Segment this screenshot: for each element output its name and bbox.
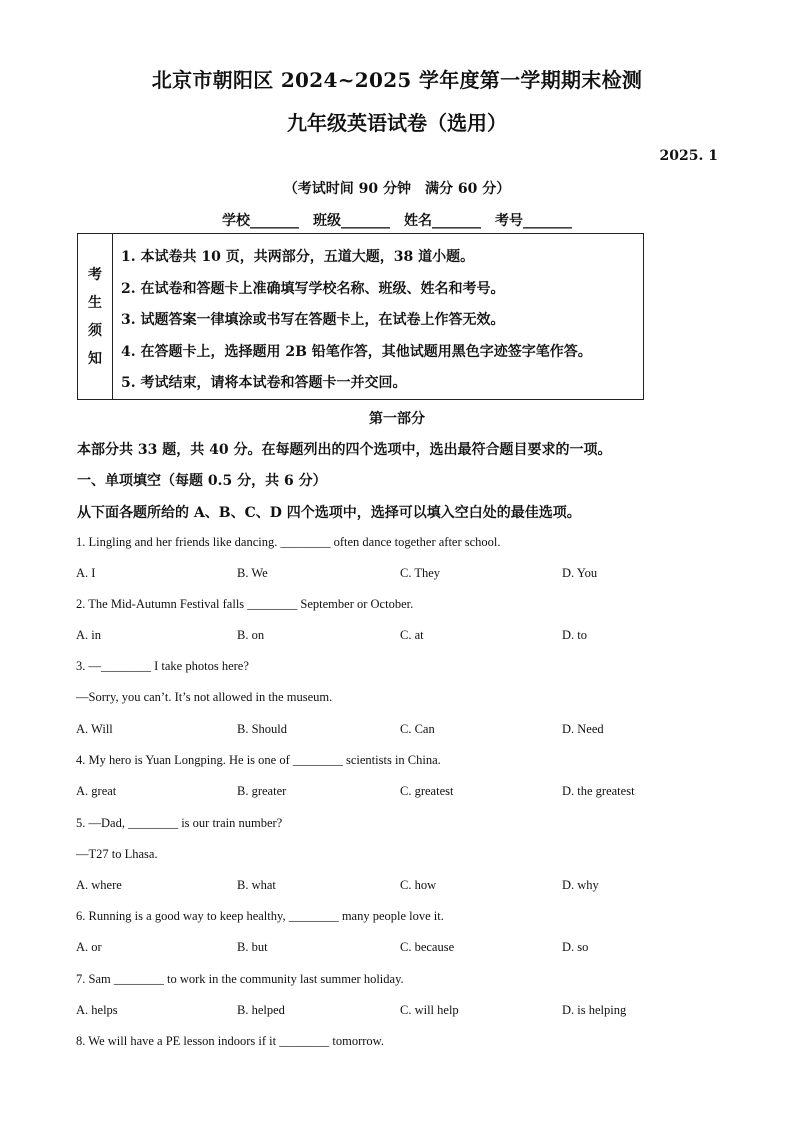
section-instruction: 从下面各题所给的 A、B、C、D 四个选项中，选择可以填入空白处的最佳选项。 (77, 505, 581, 521)
option-a: A. great (76, 784, 117, 798)
option-a: A. in (76, 628, 101, 642)
option-b: B. but (237, 940, 268, 954)
option-d: D. is helping (562, 1003, 627, 1017)
notice-item: 3. 试题答案一律填涂或书写在答题卡上，在试卷上作答无效。 (121, 312, 505, 328)
option-c: C. because (400, 940, 455, 954)
question-text: 4. My hero is Yuan Longping. He is one of ________ scientists in China. (76, 753, 441, 767)
question-text: 5. —Dad, ________ is our train number? (76, 816, 283, 830)
question-response: —Sorry, you can’t. It’s not allowed in the museum. (76, 690, 333, 704)
option-c: C. how (400, 878, 437, 892)
option-c: C. will help (400, 1003, 459, 1017)
option-b: B. on (237, 628, 265, 642)
option-a: A. or (76, 940, 102, 954)
option-d: D. so (562, 940, 589, 954)
option-d: D. to (562, 628, 587, 642)
exam-title: 北京市朝阳区 2024~2025 学年度第一学期期末检测 (151, 68, 643, 92)
question-text: 7. Sam ________ to work in the community last summer holiday. (76, 972, 404, 986)
option-b: B. We (237, 566, 268, 580)
notice-item: 1. 本试卷共 10 页，共两部分，五道大题，38 道小题。 (121, 249, 475, 265)
question-text: 1. Lingling and her friends like dancing. ________ often dance together after school. (76, 535, 501, 549)
question-text: 3. —________ I take photos here? (76, 659, 249, 673)
notice-label-char: 须 (88, 322, 102, 339)
exam-time-info: （考试时间 90 分钟 满分 60 分） (283, 181, 511, 197)
option-c: C. at (400, 628, 424, 642)
notice-label-char: 知 (88, 350, 102, 367)
option-d: D. Need (562, 722, 604, 736)
option-b: B. what (237, 878, 276, 892)
notice-label (78, 234, 113, 399)
notice-items (113, 234, 643, 399)
student-info-fields: 学校_______ 班级_______ 姓名_______ 考号_______ (222, 213, 572, 229)
option-c: C. They (400, 566, 441, 580)
option-d: D. You (562, 566, 598, 580)
option-c: C. Can (400, 722, 435, 736)
option-b: B. greater (237, 784, 287, 798)
notice-item: 5. 考试结束，请将本试卷和答题卡一并交回。 (121, 375, 407, 391)
notice-label-char: 生 (88, 294, 102, 311)
section-title: 一、单项填空（每题 0.5 分，共 6 分） (77, 473, 327, 489)
notice-item: 2. 在试卷和答题卡上准确填写学校名称、班级、姓名和考号。 (121, 280, 505, 297)
question-text: 2. The Mid-Autumn Festival falls ________ September or October. (76, 597, 414, 611)
option-a: A. helps (76, 1003, 118, 1017)
option-a: A. where (76, 878, 122, 892)
question-response: —T27 to Lhasa. (76, 847, 158, 861)
option-d: D. why (562, 878, 599, 892)
notice-item: 4. 在答题卡上，选择题用 2B 铅笔作答，其他试题用黑色字迹签字笔作答。 (121, 343, 592, 360)
exam-subtitle: 九年级英语试卷（选用） (287, 111, 507, 135)
option-d: D. the greatest (562, 784, 635, 798)
option-a: A. Will (76, 722, 113, 736)
question-text: 6. Running is a good way to keep healthy, ________ many people love it. (76, 909, 444, 923)
exam-date: 2025. 1 (659, 148, 718, 164)
option-b: B. helped (237, 1003, 285, 1017)
part-description: 本部分共 33 题，共 40 分。在每题列出的四个选项中，选出最符合题目要求的一项。 (77, 442, 612, 458)
question-text: 8. We will have a PE lesson indoors if it ________ tomorrow. (76, 1034, 384, 1048)
option-c: C. greatest (400, 784, 454, 798)
option-b: B. Should (237, 722, 288, 736)
notice-label-char: 考 (88, 266, 102, 283)
candidate-notice-box (77, 233, 644, 400)
option-a: A. I (76, 566, 96, 580)
part-heading: 第一部分 (369, 411, 425, 427)
